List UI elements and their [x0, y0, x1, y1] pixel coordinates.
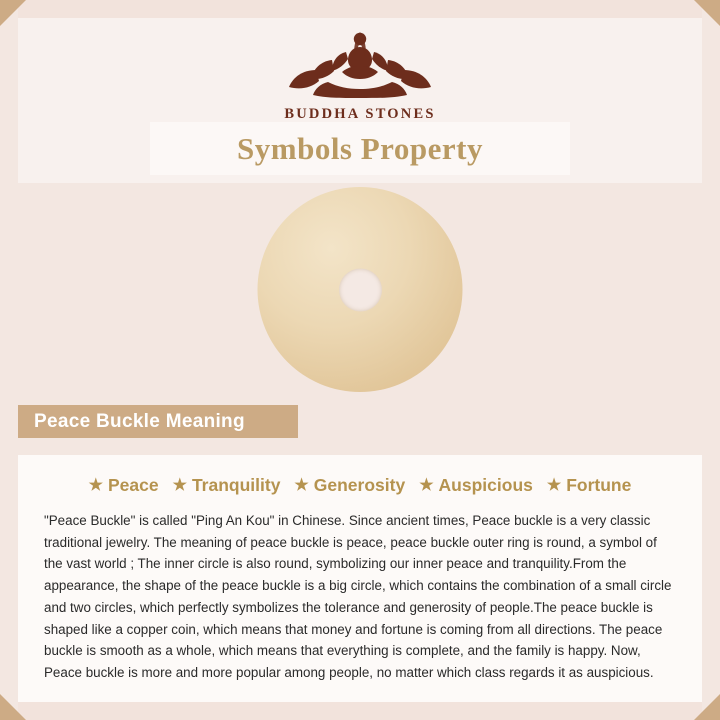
- keyword-label: Fortune: [566, 475, 632, 495]
- keyword-item: [294, 475, 405, 496]
- keyword-list: [18, 455, 702, 496]
- star-icon: ★: [88, 476, 103, 494]
- product-image-area: [18, 183, 702, 395]
- brand-logo-block: [0, 22, 720, 123]
- keyword-item: [173, 475, 281, 496]
- text-panel: [18, 455, 702, 702]
- jade-peace-buckle-disc: [258, 187, 463, 392]
- star-icon: ★: [294, 476, 309, 494]
- keyword-label: Generosity: [313, 475, 406, 495]
- keyword-label: Auspicious: [438, 475, 533, 495]
- page-title: Symbols Property: [237, 130, 483, 166]
- keyword-label: Peace: [107, 475, 159, 495]
- keyword-item: [547, 475, 631, 496]
- star-icon: ★: [172, 476, 187, 494]
- section-label-bar: [18, 405, 298, 438]
- center-hole: [339, 268, 382, 311]
- star-icon: ★: [419, 476, 434, 494]
- star-icon: ★: [546, 476, 562, 494]
- keyword-item: [89, 475, 159, 496]
- keyword-item: [419, 475, 533, 496]
- brand-name: BUDDHA STONES: [284, 106, 436, 122]
- description-paragraph: "Peace Buckle" is called "Ping An Kou" in Chinese. Since ancient times, Peace buckle is a very classic traditional jewelry. The meaning of peace buckle is peace, peace buckle outer ring is round, a symbol of the vast world ; The inner circle is also round, symbolizing our inner peace and tranquility.From the appearance, the shape of the peace buckle is a big circle, which contains the combination of a small circle and two circles, which perfectly symbolizes the tolerance and generosity of people.The peace buckle is shaped like a copper coin, which means that money and fortune is coming from all directions. The peace buckle is smooth as a whole, which means that everything is complete, and the family is happy. Now, Peace buckle is more and more popular among people, no matter which class regards it as auspicious.: [44, 513, 672, 680]
- title-banner: [150, 122, 570, 175]
- keyword-label: Tranquility: [191, 475, 281, 495]
- lotus-meditation-icon: [280, 22, 440, 102]
- section-label: Peace Buckle Meaning: [34, 410, 245, 432]
